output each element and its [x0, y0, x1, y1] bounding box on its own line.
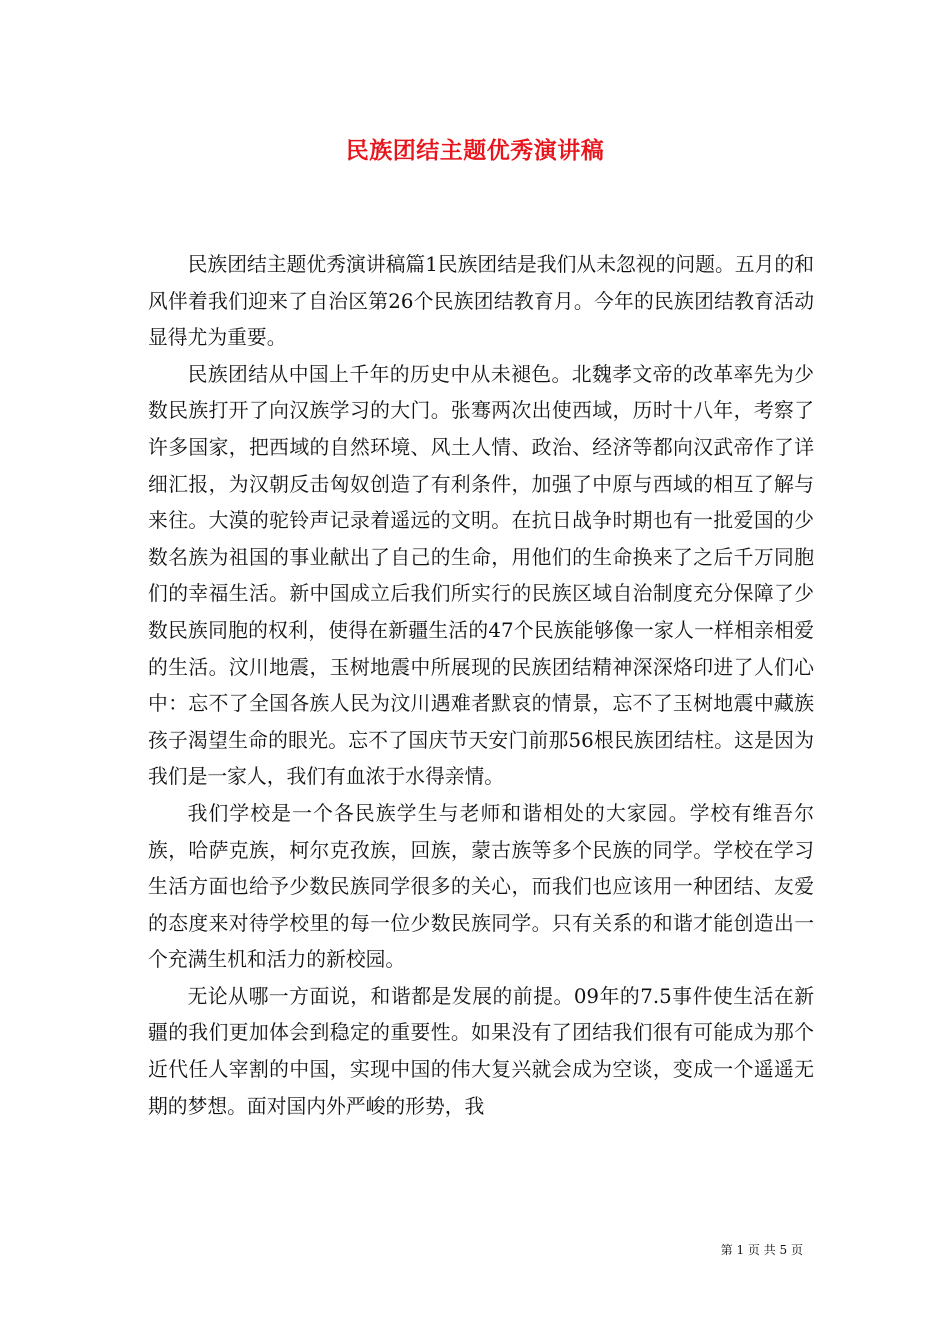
page-number-footer: 第 1 页 共 5 页 — [720, 1243, 803, 1257]
document-body — [148, 247, 814, 1125]
paragraph-2: 民族团结从中国上千年的历史中从未褪色。北魏孝文帝的改革率先为少数民族打开了向汉族学习的大门。张骞两次出使西域，历时十八年，考察了许多国家，把西域的自然环境、风土人情、政治、经济等都向汉武帝作了详细汇报，为汉朝反击匈奴创造了有利条件，加强了中原与西域的相互了解与来往。大漠的驼铃声记录着遥远的文明。在抗日战争时期也有一批爱国的少数名族为祖国的事业献出了自己的生命，用他们的生命换来了之后千万同胞们的幸福生活。新中国成立后我们所实行的民族区域自治制度充分保障了少数民族同胞的权利，使得在新疆生活的47个民族能够像一家人一样相亲相爱的生活。汶川地震，玉树地震中所展现的民族团结精神深深烙印进了人们心中：忘不了全国各族人民为汶川遇难者默哀的情景，忘不了玉树地震中藏族孩子渴望生命的眼光。忘不了国庆节天安门前那56根民族团结柱。这是因为我们是一家人，我们有血浓于水得亲情。 — [148, 362, 814, 789]
paragraph-1: 民族团结主题优秀演讲稿篇1民族团结是我们从未忽视的问题。五月的和风伴着我们迎来了自治区第26个民族团结教育月。今年的民族团结教育活动显得尤为重要。 — [148, 253, 814, 350]
document-title: 民族团结主题优秀演讲稿 — [345, 137, 605, 164]
paragraph-4: 无论从哪一方面说，和谐都是发展的前提。09年的7.5事件使生活在新疆的我们更加体会到稳定的重要性。如果没有了团结我们很有可能成为那个近代任人宰割的中国，实现中国的伟大复兴就会成为空谈，变成一个遥遥无期的梦想。面对国内外严峻的形势，我 — [148, 984, 814, 1118]
paragraph-3: 我们学校是一个各民族学生与老师和谐相处的大家园。学校有维吾尔族，哈萨克族，柯尔克孜族，回族，蒙古族等多个民族的同学。学校在学习生活方面也给予少数民族同学很多的关心，而我们也应该用一种团结、友爱的态度来对待学校里的每一位少数民族同学。只有关系的和谐才能创造出一个充满生机和活力的新校园。 — [148, 801, 814, 972]
